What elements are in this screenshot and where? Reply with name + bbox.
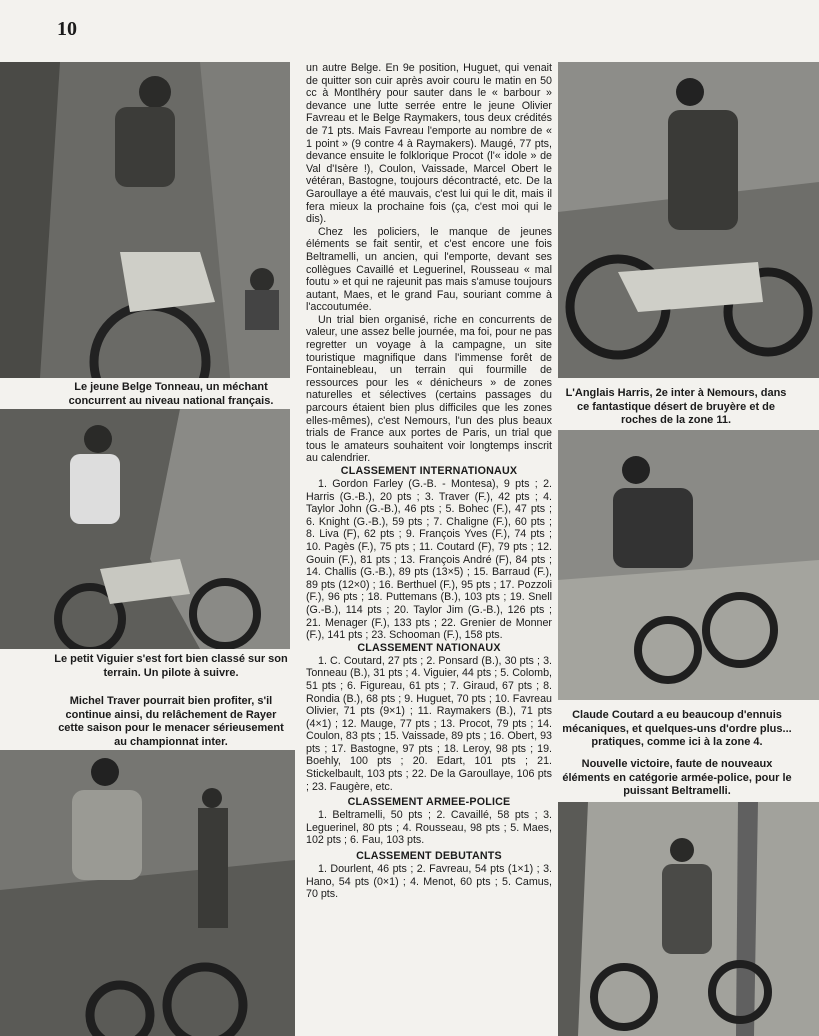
caption-traver: Michel Traver pourrait bien profiter, s'il continue ainsi, du relâchement de Rayer cette saison pour le menacer sérieusement au championnat inter. [58, 695, 284, 748]
rider-traver-illustration [0, 750, 295, 1036]
heading-internationaux: CLASSEMENT INTERNATIONAUX [340, 465, 518, 477]
article-paragraph: Chez les policiers, le manque de jeunes éléments se fait sentir, et c'est encore une fois Beltramelli, un ancien, qui l'emporte, devant ses collègues Cavaillé et Leguerinel, Rousseau « mal foutu » et qui ne rajeunit pas mais s'amuse toujours autant, Maes, et le grand Fau, souriant comme à l'accoutumée. [306, 225, 552, 314]
article-column [306, 62, 552, 901]
photo-viguier [0, 409, 290, 649]
caption-coutard: Claude Coutard a eu beaucoup d'ennuis mécaniques, et quelques-uns d'ordre plus... pratiques, comme ici à la zone 4. [562, 709, 792, 748]
photo-harris [558, 62, 819, 378]
results-armee-police: 1. Beltramelli, 50 pts ; 2. Cavaillé, 58 pts ; 3. Leguerinel, 80 pts ; 4. Rousseau, 98 pts ; 5. Maes, 102 pts ; 6. Fau, 103 pts. [306, 809, 552, 847]
rider-harris-illustration [558, 62, 819, 378]
caption-beltramelli: Nouvelle victoire, faute de nouveaux éléments en catégorie armée-police, pour le puissant Beltramelli. [562, 758, 792, 797]
rider-coutard-illustration [558, 430, 819, 700]
page-number: 10 [57, 18, 77, 40]
photo-tonneau [0, 62, 290, 378]
caption-harris: L'Anglais Harris, 2e inter à Nemours, dans ce fantastique désert de bruyère et de roches de la zone 11. [565, 387, 787, 426]
rider-viguier-illustration [0, 409, 290, 649]
heading-debutants: CLASSEMENT DEBUTANTS [356, 850, 502, 863]
results-internationaux: 1. Gordon Farley (G.-B. - Montesa), 9 pts ; 2. Harris (G.-B.), 20 pts ; 3. Traver (F.), 42 pts ; 4. Taylor John (G.-B.), 46 pts ; 5. Bohec (F.), 47 pts ; 6. Knight (G.-B.), 59 pts ; 7. Chaligne (F.), 60 pts ; 8. Liva (F), 62 pts ; 9. François Yves (F.), 74 pts ; 10. Pagès (F.), 75 pts ; 11. Coutard (F), 79 pts ; 12. Gouin (F.), 81 pts ; 13. François André (F), 84 pts ; 14. Challis (G.-B.), 89 pts (13×5) ; 15. Barraud (F.), 89 pts (12×0) ; 16. Berthuel (F.), 95 pts ; 17. Pozzoli (F.), 96 pts ; 18. Puttemans (B.), 103 pts ; 19. Snell (G.-B.), 114 pts ; 20. Taylor Jim (G.-B.), 126 pts ; 21. Menager (F.), 133 pts ; 22. Grenier de Monner (F.), 141 pts ; 23. Schooman (F.), 158 pts. [306, 478, 552, 642]
photo-beltramelli [558, 802, 819, 1036]
rider-tonneau-illustration [0, 62, 290, 378]
results-nationaux: 1. C. Coutard, 27 pts ; 2. Ponsard (B.), 30 pts ; 3. Tonneau (B.), 31 pts ; 4. Viguier, 44 pts ; 5. Colomb, 51 pts ; 6. Figureau, 61 pts ; 7. Giraud, 67 pts ; 8. Rondia (B.), 68 pts ; 9. Huguet, 70 pts ; 10. Favreau Olivier, 71 pts (9×1) ; 11. Raymakers (B.), 71 pts (4×1) ; 12. Mauge, 77 pts ; 13. Procot, 79 pts ; 14. Coulon, 83 pts ; 15. Vaissade, 89 pts ; 16. Obert, 93 pts ; 17. Bastogne, 97 pts ; 18. Leroy, 98 pts ; 19. Boehly, 100 pts ; 20. Edart, 101 pts ; 21. Stickelbault, 103 pts ; 22. De la Garoullaye, 106 pts ; 23. Faugère, etc. [306, 654, 552, 793]
caption-viguier: Le petit Viguier s'est fort bien classé sur son terrain. Un pilote à suivre. [54, 653, 288, 679]
photo-coutard [558, 430, 819, 700]
heading-armee-police: CLASSEMENT ARMEE-POLICE [347, 796, 511, 809]
photo-traver [0, 750, 295, 1036]
rider-beltramelli-illustration [558, 802, 819, 1036]
results-debutants: 1. Dourlent, 46 pts ; 2. Favreau, 54 pts (1×1) ; 3. Hano, 54 pts (0×1) ; 4. Menot, 60 pts ; 5. Camus, 70 pts. [306, 863, 552, 901]
heading-nationaux: CLASSEMENT NATIONAUX [357, 641, 501, 654]
article-paragraph: un autre Belge. En 9e position, Huguet, qui venait de quitter son cuir après avoir couru le matin en 50 cc à Montlhéry pour sauter dans le « barbour » devance une lutte serrée entre le jeune Olivier Favreau et le Belge Raymakers, tous deux crédités de 71 pts. Mais Favreau l'emporte au nombre de « 1 point » (9 contre 4 à Raymakers). Maugé, 77 pts, devance ensuite le folklorique Procot (l'« idole » de Val d'Isère !), Coulon, Vaissade, Marcel Obert le vétéran, Bastogne, toujours décontracté, etc. De la Garoullaye a été mauvais, c'est lui qui le dit, mais il fera mieux la prochaine fois (ça, c'est moi qui le dis). [306, 62, 552, 226]
caption-tonneau: Le jeune Belge Tonneau, un méchant concurrent au niveau national français. [68, 381, 274, 407]
article-paragraph: Un trial bien organisé, riche en concurrents de valeur, une assez belle journée, ma foi, pour ne pas regretter un voyage à la campagne, un site touristique magnifique dans l'immense forêt de Fontainebleau, un terrain qui fourmille de ressources pour les « dénicheurs » de zones naturelles et sélectives (certains passages du parcours étaient bien plus difficiles que les zones elles-mêmes), c'est Nemours, l'un des plus beaux trials de France aux portes de Paris, un trial que tous le amateurs souhaitent voir longtemps inscrit au calendrier. [306, 313, 552, 465]
